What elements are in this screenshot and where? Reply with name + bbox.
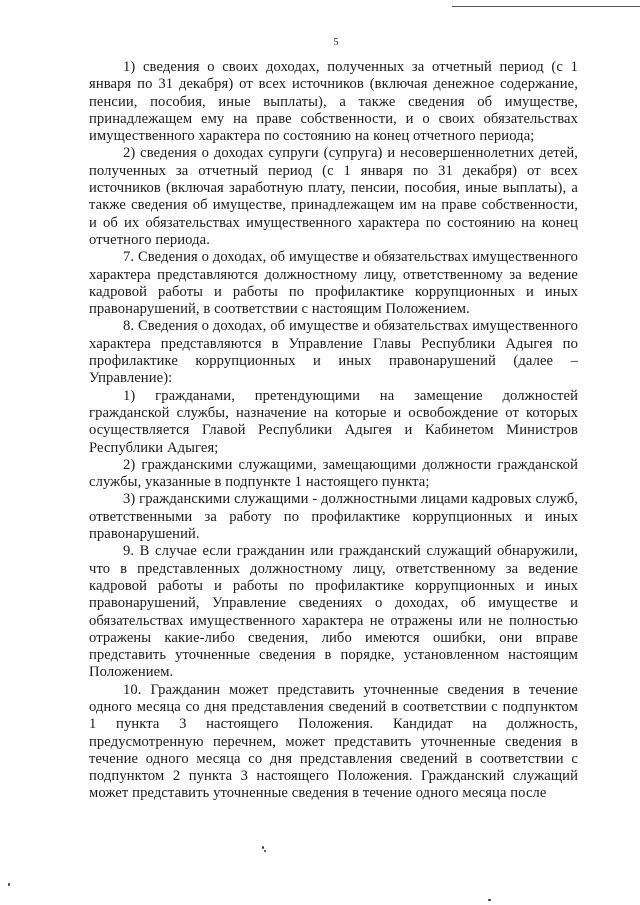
paragraph-subitem-1: 1) гражданами, претендующими на замещение должностей гражданской службы, назначение на которые и освобождение от которых осуществляется Главой Республики Адыгея и Кабинетом Министров Республики Адыгея; (89, 387, 578, 456)
paragraph-item-1: 1) сведения о своих доходах, полученных за отчетный период (с 1 января по 31 декабря) от всех источников (включая денежное содержание, пенсии, пособия, иные выплаты), а также сведения об имуществе, принадлежащем ему на праве собственности, и о своих обязательствах имущественного характера по состоянию на конец отчетного периода; (89, 59, 578, 145)
paragraph-item-2: 2) сведения о доходах супруги (супруга) и несовершеннолетних детей, полученных за отчетный период (с 1 января по 31 декабря) от всех источников (включая заработную плату, пенсии, пособия, иные выплаты), а также сведения об имуществе, принадлежащем им на праве собственности, и об их обязательствах имущественного характера по состоянию на конец отчетного периода. (89, 145, 578, 248)
scan-speck (264, 850, 266, 852)
scan-speck (8, 883, 10, 886)
paragraph-subitem-3: 3) гражданскими служащими - должностными лицами кадровых служб, ответственными за работу по профилактике коррупционных и иных правонарушений. (89, 491, 578, 543)
paragraph-subitem-2: 2) гражданскими служащими, замещающими должности гражданской службы, указанные в подпункте 1 настоящего пункта; (89, 456, 578, 491)
scan-edge-line (452, 6, 640, 7)
page-number: 5 (333, 37, 339, 48)
scan-speck (488, 899, 491, 901)
paragraph-clause-10: 10. Гражданин может представить уточненные сведения в течение одного месяца со дня представления сведений в соответствии с подпунктом 1 пункта 3 настоящего Положения. Кандидат на должность, предусмотренную перечнем, может представить уточненные сведения в течение одного месяца со дня представления сведений в соответствии с подпунктом 2 пункта 3 настоящего Положения. Гражданский служащий может представить уточненные сведения в течение одного месяца после (89, 681, 578, 802)
paragraph-clause-9: 9. В случае если гражданин или гражданский служащий обнаружили, что в представленных должностному лицу, ответственному за ведение кадровой работы и работы по профилактике коррупционных и иных правонарушений, Управление сведениях о доходах, об имуществе и обязательствах имущественного характера не отражены или не полностью отражены какие-либо сведения, либо имеются ошибки, они вправе представить уточненные сведения в порядке, установленном настоящим Положением. (89, 543, 578, 681)
scan-speck (262, 846, 264, 849)
paragraph-clause-8: 8. Сведения о доходах, об имуществе и обязательствах имущественного характера представляются в Управление Главы Республики Адыгея по профилактике коррупционных и иных правонарушений (далее – Управление): (89, 318, 578, 387)
document-body (89, 59, 578, 803)
paragraph-clause-7: 7. Сведения о доходах, об имуществе и обязательствах имущественного характера представляются должностному лицу, ответственному за ведение кадровой работы и работы по профилактике коррупционных и иных правонарушений, в соответствии с настоящим Положением. (89, 249, 578, 318)
